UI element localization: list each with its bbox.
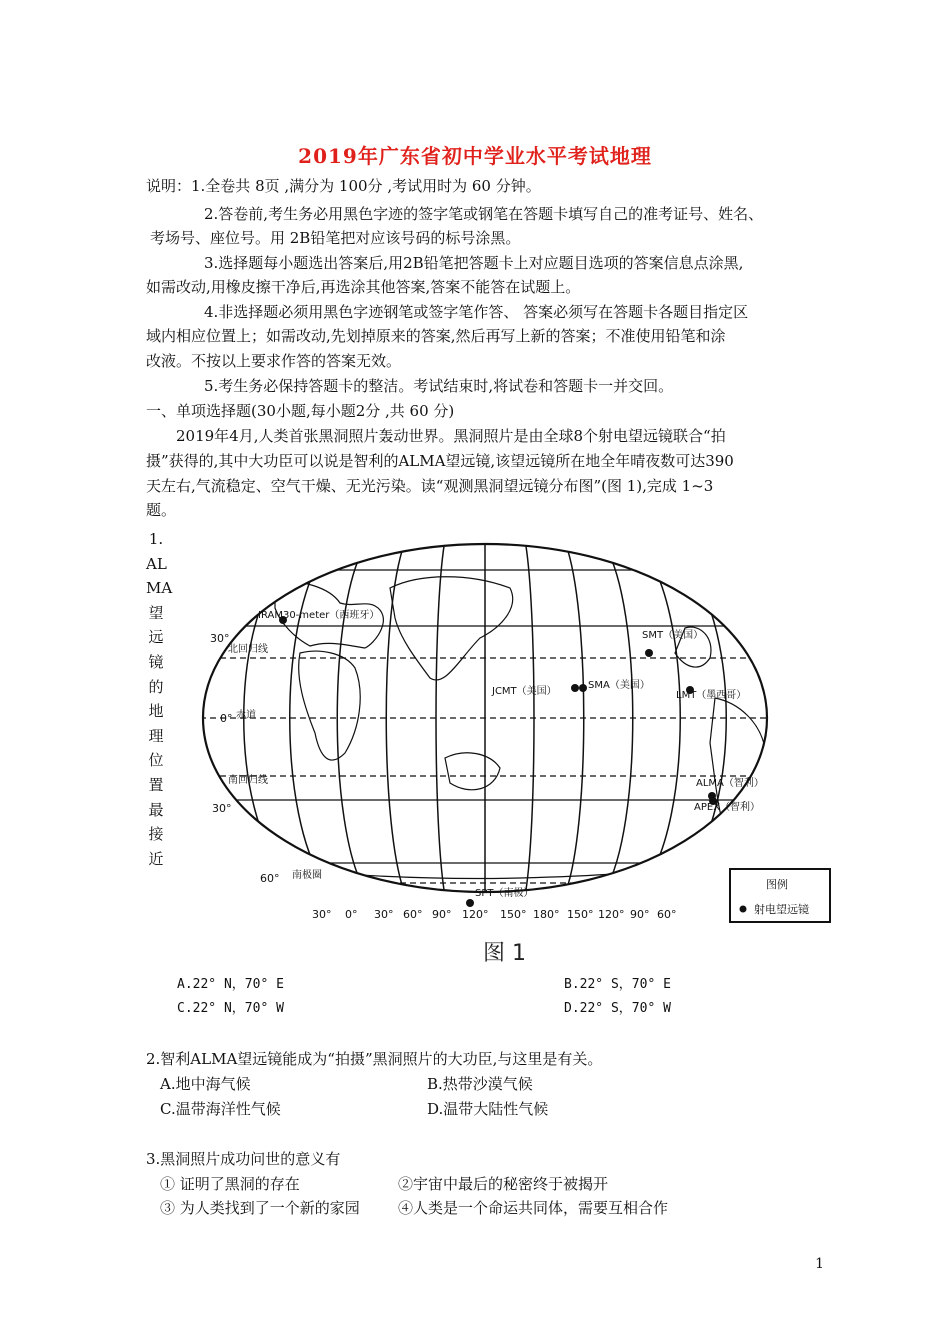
legend-item: 射电望远镜 [754, 903, 809, 916]
q2-option-a: A.地中海气候 [160, 1075, 251, 1093]
passage-line: 题。 [146, 501, 177, 519]
stem-char: 1. [148, 530, 164, 548]
stem-char: 远 [148, 628, 164, 647]
stem-char: 的 [148, 677, 164, 696]
stem-char: 理 [148, 726, 164, 745]
equator-label: 赤道 [236, 710, 256, 721]
instruction-line: 3.选择题每小题选出答案后,用2B铅笔把答题卡上对应题目选项的答案信息点涂黑, [204, 254, 744, 272]
telescope-distribution-map [180, 528, 840, 968]
telescope-dot-jcmt [571, 684, 579, 692]
passage-line: 2019年4月,人类首张黑洞照片轰动世界。黑洞照片是由全球8个射电望远镜联合“拍 [176, 427, 726, 445]
telescope-dot-smt [645, 649, 653, 657]
map-legend [730, 869, 830, 922]
stem-char: 近 [148, 849, 164, 868]
q2-option-c: C.温带海洋性气候 [160, 1100, 281, 1118]
stem-char: 位 [148, 751, 164, 770]
telescope-label-smt: SMT（美国） [642, 630, 704, 641]
section-heading: 一、单项选择题(30小题,每小题2分 ,共 60 分) [146, 402, 455, 420]
polar-circle-label: 南极圈 [292, 870, 322, 881]
instruction-line: 5.考生务必保持答题卡的整洁。考试结束时,将试卷和答题卡一并交回。 [204, 377, 674, 395]
telescope-label-jcmt: JCMT（美国） [492, 686, 557, 697]
instruction-line: 考场号、座位号。用 2B铅笔把对应该号码的标号涂黑。 [150, 229, 521, 247]
legend-title: 图例 [766, 878, 788, 891]
q3-stem: 3.黑洞照片成功问世的意义有 [146, 1150, 341, 1168]
lat-label-30s: 30° [212, 802, 232, 815]
lon-label: 180° [533, 908, 560, 921]
lon-label: 60° [657, 908, 677, 921]
q1-option-d: D.22° S，70° W [564, 1001, 671, 1016]
telescope-markers [258, 608, 764, 907]
instruction-line: 说明：1.全卷共 8页 ,满分为 100分 ,考试用时为 60 分钟。 [146, 177, 541, 195]
question-1-stem [146, 527, 173, 871]
lat-label-60s: 60° [260, 872, 280, 885]
lon-label: 0° [345, 908, 358, 921]
stem-char: 地 [148, 702, 164, 721]
telescope-dot-spt [466, 899, 474, 907]
telescope-dot-sma [579, 684, 587, 692]
q2-option-b: B.热带沙漠气候 [427, 1075, 533, 1093]
instruction-line: 4.非选择题必须用黑色字迹钢笔或签字笔作答、 答案必须写在答题卡各题目指定区 [204, 303, 749, 321]
tropic-north-label: 北回归线 [228, 644, 268, 655]
q3-item-2: ②宇宙中最后的秘密终于被揭开 [398, 1175, 609, 1193]
q1-option-b: B.22° S，70° E [564, 977, 671, 992]
continents [275, 577, 765, 879]
figure-caption: 图 1 [483, 941, 526, 966]
q2-stem: 2.智利ALMA望远镜能成为“拍摄”黑洞照片的大功臣,与这里是有关。 [146, 1050, 603, 1068]
q3-item-4: ④人类是一个命运共同体，需要互相合作 [398, 1199, 669, 1217]
telescope-label-spt: SPT（南极） [475, 888, 534, 899]
instruction-line: 改液。不按以上要求作答的答案无效。 [146, 352, 402, 370]
q1-option-c: C.22° N，70° W [177, 1001, 284, 1016]
telescope-label-alma: ALMA（智利） [696, 778, 764, 789]
lat-label-30n: 30° [210, 632, 230, 645]
stem-char: 接 [148, 825, 164, 844]
lon-label: 120° [598, 908, 625, 921]
telescope-label-iram: IRAM30-meter（西班牙） [258, 610, 380, 621]
q2-option-d: D.温带大陆性气候 [427, 1100, 549, 1118]
lon-label: 60° [403, 908, 423, 921]
lon-label: 90° [432, 908, 452, 921]
lon-label: 90° [630, 908, 650, 921]
instruction-line: 如需改动,用橡皮擦干净后,再选涂其他答案,答案不能答在试题上。 [146, 278, 581, 296]
q3-item-3: ③ 为人类找到了一个新的家园 [160, 1199, 360, 1217]
telescope-label-sma: SMA（美国） [588, 680, 650, 691]
q1-option-a: A.22° N，70° E [177, 977, 284, 992]
telescope-label-lmt: LMT（墨西哥） [676, 690, 747, 701]
q3-item-1: ① 证明了黑洞的存在 [160, 1175, 300, 1193]
lat-label-0: 0° [220, 712, 233, 725]
stem-char: 望 [148, 603, 164, 622]
special-line-labels [228, 642, 322, 881]
instruction-line: 域内相应位置上；如需改动,先划掉原来的答案,然后再写上新的答案；不准使用铅笔和涂 [146, 327, 726, 345]
lon-label: 150° [500, 908, 527, 921]
lon-label: 30° [312, 908, 332, 921]
stem-char: MA [146, 579, 173, 598]
lon-label: 30° [374, 908, 394, 921]
lon-label: 150° [567, 908, 594, 921]
telescope-label-apex: APEX（智利） [694, 802, 761, 813]
tropic-south-label: 南回归线 [228, 775, 268, 786]
exam-title: 2019年广东省初中学业水平考试地理 [298, 144, 652, 168]
passage-line: 摄”获得的,其中大功臣可以说是智利的ALMA望远镜,该望远镜所在地全年晴夜数可达390 [146, 452, 734, 470]
stem-char: 置 [148, 775, 164, 794]
latitude-labels [210, 632, 280, 885]
instruction-line: 2.答卷前,考生务必用黑色字迹的签字笔或钢笔在答题卡填写自己的准考证号、姓名、 [204, 205, 764, 223]
legend-dot-icon [740, 906, 747, 913]
stem-char: AL [146, 554, 167, 573]
stem-char: 最 [148, 800, 164, 819]
passage-line: 天左右,气流稳定、空气干燥、无光污染。读“观测黑洞望远镜分布图”(图 1),完成 1~3 [146, 477, 714, 495]
page-number: 1 [815, 1256, 824, 1272]
lon-label: 120° [462, 908, 489, 921]
stem-char: 镜 [148, 652, 164, 671]
longitude-labels [312, 908, 677, 921]
